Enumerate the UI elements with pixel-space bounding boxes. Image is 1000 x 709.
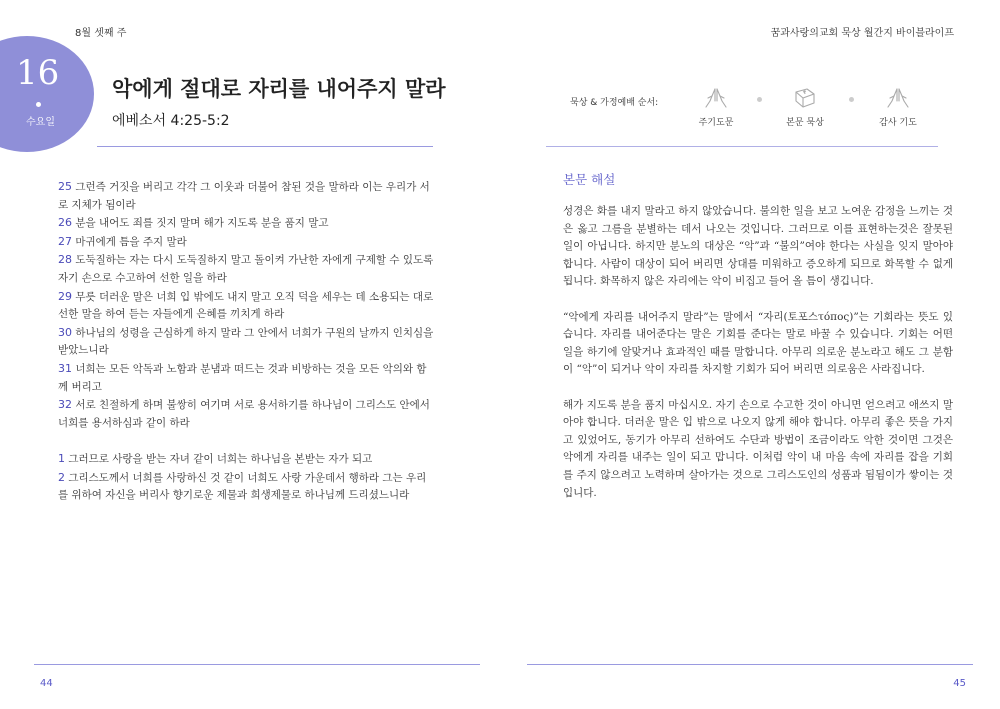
verse-text: 무릇 더러운 말은 너희 입 밖에도 내지 말고 오직 덕을 세우는 데 소용되는 대로 선한 말을 하여 듣는 자들에게 은혜를 끼치게 하라 (58, 290, 434, 321)
verse-number: 26 (58, 216, 72, 230)
scripture-text (58, 178, 436, 505)
date-weekday: 수요일 (26, 117, 55, 128)
devotion-step-thanksgiving (858, 86, 938, 128)
step-separator-dot (849, 97, 854, 102)
verse-text: 그러므로 사랑을 받는 자녀 같이 너희는 하나님을 본받는 자가 되고 (65, 452, 373, 465)
date-badge (0, 36, 94, 152)
verse-text: 서로 친절하게 하며 불쌍히 여기며 서로 용서하기를 하나님이 그리스도 안에서 너희를 용서하심과 같이 하라 (58, 399, 430, 429)
verse-gap (58, 432, 436, 450)
divider-right-top (546, 146, 938, 147)
verse-number: 1 (58, 451, 65, 465)
commentary-text (563, 203, 953, 502)
page-number-right: 45 (953, 678, 966, 689)
section-title: 본문 해설 (563, 172, 616, 187)
verse-27 (58, 233, 436, 252)
divider-bottom-left (34, 664, 480, 665)
verse-32 (58, 396, 436, 432)
verse-26 (58, 214, 436, 233)
commentary-paragraph: “악에게 자리를 내어주지 말라”는 말에서 “자리(토포스τόπος)”는 기회라는 뜻도 있습니다. 자리를 내어준다는 말은 기회를 준다는 말로 바꿀 수 있습니다. 기회는 어떤 일을 하기에 알맞거나 효과적인 때를 말합니다. 아무리 의로운 분노라고 해도 그 분함이 “악”이 되거나 악이 자리를 차지할 기회가 되어 버리면 의로움은 사라집니다. (563, 310, 953, 376)
verse-31 (58, 360, 436, 396)
verse-number: 2 (58, 470, 65, 484)
devotion-order-label: 묵상 & 가정예배 순서: (570, 98, 659, 108)
step-separator-dot (757, 97, 762, 102)
devotion-step-lords-prayer (676, 86, 756, 128)
verse-number: 31 (58, 361, 72, 375)
bible-icon (792, 86, 818, 110)
date-day-number: 16 (16, 53, 60, 93)
verse-28 (58, 251, 436, 287)
verse-29 (58, 288, 436, 324)
verse-number: 32 (58, 398, 72, 412)
verse-30 (58, 324, 436, 360)
verse-text: 그런즉 거짓을 버리고 각각 그 이웃과 더불어 참된 것을 말하라 이는 우리가 서로 지체가 됨이라 (58, 181, 430, 211)
praying-hands-icon (703, 86, 729, 110)
verse-25 (58, 178, 436, 214)
devotion-step-label: 감사 기도 (879, 118, 917, 128)
commentary-paragraph: 성경은 화를 내지 말라고 하지 않았습니다. 불의한 일을 보고 노여운 감정을 느끼는 것은 옳고 그름을 분별하는 데서 나오는 것입니다. 그러므로 이를 표현하는것은 잘못된 일이 아닙니다. 하지만 분노의 대상은 “악”과 “불의”여야 한다는 사실을 잊지 말아야 합니다. 사람이 대상이 되어 버리면 상대를 미워하고 증오하게 되므로 화목할 수 없게 됩니다. 화목하지 않은 자리에는 악이 비집고 들어 올 틈이 생깁니다. (563, 205, 953, 288)
scripture-reference: 에베소서 4:25-5:2 (112, 113, 230, 129)
divider-left-top (97, 146, 433, 147)
devotion-step-label: 본문 묵상 (786, 118, 824, 128)
devotion-step-label: 주기도문 (698, 118, 734, 128)
verse-number: 25 (58, 180, 72, 193)
verse-text: 너희는 모든 악독과 노함과 분냄과 떠드는 것과 비방하는 것을 모든 악의와 함께 버리고 (58, 362, 427, 393)
verse-text: 그리스도께서 너희를 사랑하신 것 같이 너희도 사랑 가운데서 행하라 그는 우리를 위하여 자신을 버리사 향기로운 제물과 희생제물로 하나님께 드리셨느니라 (58, 471, 427, 502)
verse-text: 하나님의 성령을 근심하게 하지 말라 그 안에서 너희가 구원의 날까지 인치심을 받았느니라 (58, 326, 434, 357)
publication-label: 꿈과사랑의교회 묵상 월간지 바이블라이프 (770, 28, 954, 39)
verse-number: 28 (58, 253, 72, 267)
verse-number: 29 (58, 289, 72, 303)
verse-5-2 (58, 469, 436, 505)
page-number-left: 44 (40, 678, 53, 689)
verse-number: 30 (58, 325, 72, 339)
praying-hands-icon (885, 86, 911, 110)
date-dot (36, 102, 41, 107)
verse-text: 분을 내어도 죄를 짓지 말며 해가 지도록 분을 품지 말고 (72, 217, 329, 230)
verse-number: 27 (58, 234, 72, 248)
devotion-step-scripture (765, 86, 845, 128)
divider-bottom-right (527, 664, 973, 665)
verse-text: 마귀에게 틈을 주지 말라 (72, 235, 187, 248)
commentary-paragraph: 해가 지도록 분을 품지 마십시오. 자기 손으로 수고한 것이 아니면 얻으려고 애쓰지 말아야 합니다. 더러운 말은 입 밖으로 나오지 않게 해야 합니다. 아무리 좋은 뜻을 가지고 있었어도, 동기가 아무리 선하여도 수단과 방법이 조금이라도 악한 것이면 그것은 악에게 자리를 내주는 일이 되고 맙니다. 이처럼 악이 내 마음 속에 자리를 잡을 기회를 주지 않으려고 노력하며 살아가는 것으로 그리스도인의 성품과 됨됨이가 쌓이는 것입니다. (563, 398, 953, 499)
verse-text: 도둑질하는 자는 다시 도둑질하지 말고 돌이켜 가난한 자에게 구제할 수 있도록 자기 손으로 수고하여 선한 일을 하라 (58, 254, 434, 284)
page-title: 악에게 절대로 자리를 내어주지 말라 (112, 77, 446, 101)
verse-5-1 (58, 450, 436, 469)
week-label: 8월 셋째 주 (75, 28, 127, 39)
